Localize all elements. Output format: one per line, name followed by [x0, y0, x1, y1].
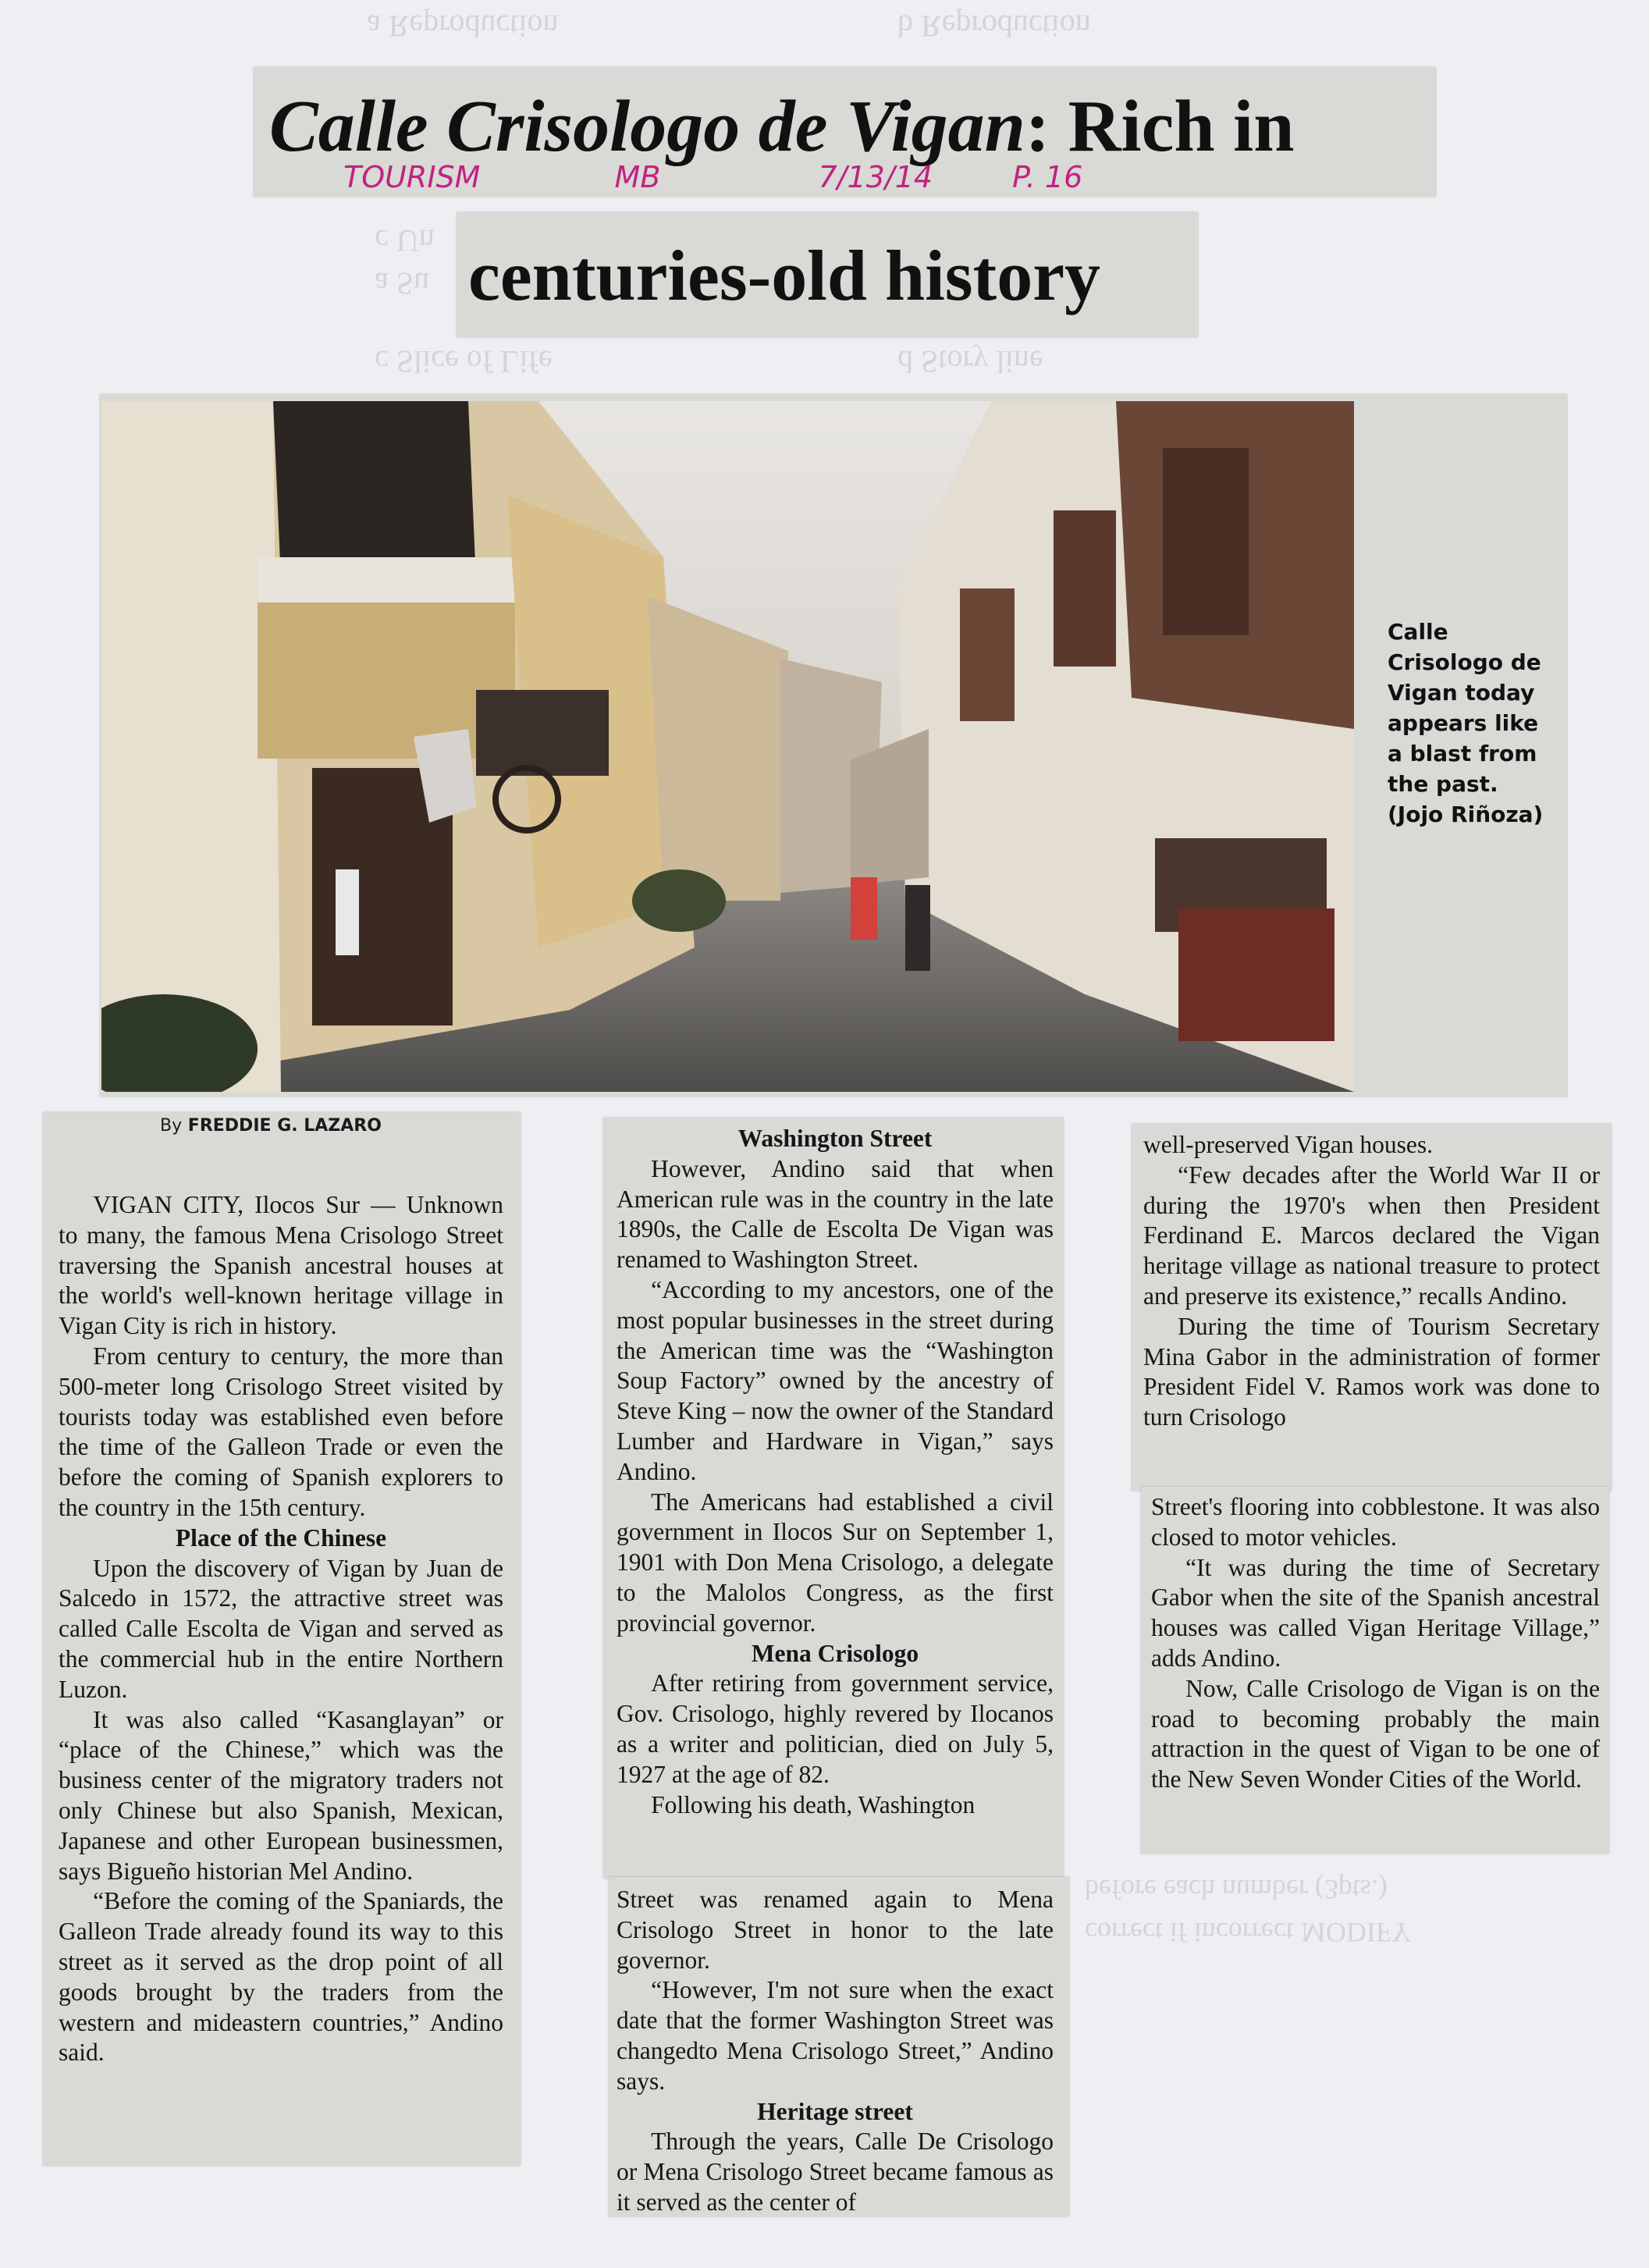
- article-paragraph: “According to my ancestors, one of the most popular businesses in the street during the American time was the “Washington Soup Factory” owned by the ancestry of Steve King – now the owner of the Standard Lumber and Hardware in Vigan,” says Andino.: [617, 1275, 1054, 1485]
- article-paragraph: Through the years, Calle De Crisologo or Mena Crisologo Street became famous as it served as the center of: [617, 2128, 1054, 2216]
- handwritten-date: 7/13/14: [818, 160, 933, 194]
- bleed-through-text: d Story line: [897, 344, 1043, 379]
- bleed-through-text: a Reproduction: [367, 9, 559, 44]
- handwritten-section: TOURISM: [343, 160, 481, 194]
- bleed-through-text: correct if incorrect MODIFY: [1085, 1917, 1412, 1948]
- article-paragraph: Now, Calle Crisologo de Vigan is on the road to becoming probably the main attraction in the quest of Vigan to be one of the New Seven Wonder Cities of the World.: [1151, 1674, 1600, 1793]
- bleed-through-text: c Slice of Life: [375, 344, 553, 379]
- article-paragraph: well-preserved Vigan houses.: [1143, 1131, 1434, 1158]
- bleed-through-text: b Reproduction: [897, 9, 1091, 44]
- handwritten-page: P. 16: [1012, 160, 1083, 194]
- photo-caption: Calle Crisologo de Vigan today appears like a blast from the past. (Jojo Riñoza): [1388, 619, 1544, 827]
- article-paragraph: “It was during the time of Secretary Gabor when the site of the Spanish ancestral houses was called Vigan Heritage Village,” adds Andino.: [1151, 1553, 1600, 1672]
- bleed-through-text: a Su: [375, 266, 429, 301]
- article-subhead: Washington Street: [737, 1125, 933, 1152]
- headline-line-1: [269, 84, 1295, 169]
- article-paragraph: It was also called “Kasanglayan” or “place of the Chinese,” which was the business center of the migratory traders not only Chinese but also Spanish, Mexican, Japanese and other European businessmen, says Bigueño historian Mel Andino.: [59, 1705, 503, 1885]
- article-paragraph: After retiring from government service, Gov. Crisologo, highly revered by Ilocanos as a writer and politician, died on July 5, 1927 at the age of 82.: [617, 1669, 1054, 1788]
- headline-italic: Calle Crisologo de Vigan: [269, 86, 1025, 167]
- article-subhead: Mena Crisologo: [751, 1639, 919, 1667]
- article-paragraph: “Few decades after the World War II or during the 1970's when then President Ferdinand E. Marcos declared the Vigan heritage village as national treasure to protect and preserve its existence,” recalls Andino.: [1143, 1161, 1600, 1310]
- article-paragraph: “However, I'm not sure when the exact date that the former Washington Street was changedto Mena Crisologo Street,” Andino says.: [617, 1976, 1054, 2095]
- article-paragraph: The Americans had established a civil government in Ilocos Sur on September 1, 1901 with Don Mena Crisologo, a delegate to the Malolos Congress, as the first provincial governor.: [617, 1488, 1054, 1637]
- handwritten-paper: MB: [614, 160, 661, 194]
- article-subhead: Heritage street: [757, 2097, 913, 2125]
- article-column-3b: [1151, 1492, 1600, 1795]
- article-column-3a: [1143, 1130, 1600, 1433]
- handwritten-note: [343, 160, 1082, 194]
- street-photo: [101, 401, 1354, 1092]
- byline-by: By: [160, 1116, 183, 1136]
- article-paragraph: VIGAN CITY, Ilocos Sur — Unknown to many, the famous Mena Crisologo Street traversing the Spanish ancestral houses at the world's well-known heritage village in Vigan City is rich in history.: [59, 1191, 503, 1340]
- article-paragraph: Street's flooring into cobblestone. It was also closed to motor vehicles.: [1151, 1493, 1600, 1551]
- bleed-through-text: c Un: [375, 223, 435, 258]
- article-column-1: [59, 1190, 503, 2068]
- article-paragraph: However, Andino said that when American rule was in the country in the late 1890s, the Calle de Escolta De Vigan was renamed to Washington Street.: [617, 1154, 1054, 1274]
- byline-author: FREDDIE G. LAZARO: [187, 1116, 382, 1136]
- street-photo-illustration: [101, 401, 1354, 1092]
- article-paragraph: Following his death, Washington: [651, 1790, 976, 1818]
- bleed-through-text: before each number (3pts.): [1085, 1874, 1388, 1905]
- article-paragraph: “Before the coming of the Spaniards, the Galleon Trade already found its way to this street as it served as the drop point of all goods brought by the traders from the western and mideastern countries,” Andino said.: [59, 1887, 503, 2067]
- article-paragraph: Street was renamed again to Mena Crisologo Street in honor to the late governor.: [617, 1886, 1054, 1974]
- article-paragraph: During the time of Tourism Secretary Mina Gabor in the administration of former President Fidel V. Ramos work was done to turn Crisologo: [1143, 1312, 1600, 1431]
- headline-rest: : Rich in: [1025, 86, 1295, 167]
- byline: [160, 1116, 382, 1136]
- article-column-2a: [617, 1124, 1054, 1820]
- headline-line-2: centuries-old history: [468, 236, 1101, 315]
- article-column-2b: [617, 1885, 1054, 2218]
- article-subhead: Place of the Chinese: [175, 1523, 387, 1552]
- article-paragraph: From century to century, the more than 500-meter long Crisologo Street visited by tourists today was established even before the time of the Galleon Trade or even the before the coming of Spanish explorers to the country in the 15th century.: [59, 1342, 503, 1521]
- article-paragraph: Upon the discovery of Vigan by Juan de Salcedo in 1572, the attractive street was called Calle Escolta de Vigan and served as the commercial hub in the entire Northern Luzon.: [59, 1554, 503, 1703]
